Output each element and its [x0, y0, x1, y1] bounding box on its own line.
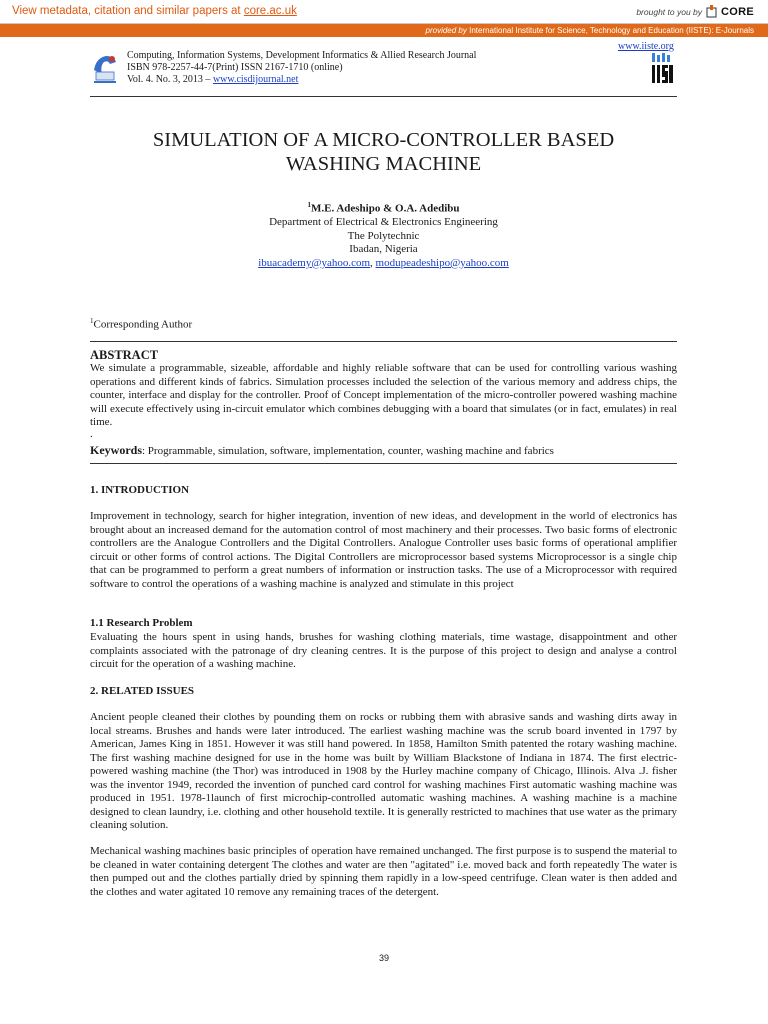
provided-by-label: provided by: [425, 26, 467, 35]
journal-volume-text: Vol. 4. No. 3, 2013 –: [127, 74, 213, 85]
paper-title-line1: SIMULATION OF A MICRO-CONTROLLER BASED: [152, 129, 615, 151]
author-email-1[interactable]: ibuacademy@yahoo.com: [258, 256, 371, 269]
core-logo-icon: [706, 5, 717, 18]
corresponding-text: Corresponding Author: [93, 318, 193, 331]
journal-volume: [127, 74, 476, 86]
author-names: [90, 199, 677, 216]
related-issues-body-2: Mechanical washing machines basic principles of operation have remained unchanged. The first purpose is to suspend the material to be cleaned in water containing detergent The clothes and water are then "agitated" i.e. moved back and forth repeatedly The water is then pumped out and the clothes partially dried by spinning them rapidly in a low-speed centrifuge. Clean water is then added and the clothes and water agitated 10 remove any remaining traces of the detergent.: [90, 845, 677, 898]
abstract-dot: .: [90, 428, 93, 440]
author-names-text: M.E. Adeshipo & O.A. Adedibu: [310, 202, 460, 215]
related-issues-heading: 2. RELATED ISSUES: [90, 685, 195, 697]
keywords-text: : Programmable, simulation, software, implementation, counter, washing machine and fabrics: [142, 445, 554, 457]
core-link[interactable]: core.ac.uk: [243, 5, 297, 17]
page-number: 39: [378, 953, 389, 963]
author-department: Department of Electrical & Electronics Engineering: [269, 216, 498, 229]
research-problem-heading: 1.1 Research Problem: [90, 617, 193, 629]
author-institution: The Polytechnic: [347, 229, 420, 242]
abstract-heading: ABSTRACT: [90, 348, 159, 362]
author-email-2[interactable]: modupeadeshipo@yahoo.com: [375, 256, 509, 269]
research-problem-body: Evaluating the hours spent in using hands, brushes for washing clothing materials, time wastage, disappointment and other complaints associated with the patronage of dry cleaning centres. It is the purpose of this project to design and analyse a control circuit for the operation of a washing machine.: [90, 631, 677, 670]
core-wordmark: CORE: [721, 5, 754, 18]
iiste-url-link[interactable]: www.iiste.org: [618, 41, 674, 52]
journal-info: [127, 50, 476, 86]
author-superscript: 1: [307, 201, 311, 209]
intro-body: Improvement in technology, search for higher integration, invention of new ideas, and development in the world of electronics has brought about an increased demand for the automation control of most machinery and their processes. Two basic forms of electronic controllers are the Analogue Controllers and the Digital Controllers. Analogue Controller uses basic forms of operational amplifier circuit or other forms of control actions. The Digital Controllers are microprocessor based systems Microprocessor is a single chip that can be programmed to perform a great numbers of information or instruction tasks. The use of a Microprocessor with required software to control the operations of a washing machine is analyzed and stimulate in this project: [90, 510, 677, 590]
keywords-label: Keywords: [90, 443, 142, 457]
abstract-top-divider: [90, 341, 677, 342]
keywords-line: [90, 443, 554, 458]
author-emails: [90, 257, 677, 271]
author-location: Ibadan, Nigeria: [349, 243, 418, 256]
abstract-body: We simulate a programmable, sizeable, affordable and highly reliable software that can be used for controlling various washing operations and different kinds of fabrics. Simulation processes included the selection of the various memory and address chips, the counter, interface and display for the controller. Proof of Concept implementation of the micro-controller powered washing machine will execute effectively using in-circuit emulator which combines debugging with a board that simulates (or in fact, emulates) in real time.: [90, 362, 677, 428]
related-issues-body-1: Ancient people cleaned their clothes by pounding them on rocks or rubbing them with abrasive sands and washing dirts away in local streams. Brushes and hands were later introduced. The earliest washing machine was the scrub board invented in 1797 by American, James King in 1851. However it was still hand powered. In 1858, Hamilton Smith patented the rotary washing machine. The first washing machine designed for use in the home was built by William Blackstone of Indiana in 1874. The first electric-powered washing machine (the Thor) was introduced in 1908 by the Hurley machine company of Chicago, Illinois. Alva .J. fisher was the inventor 1949, recorded the invention of punched card control for washing machines First automatic washing machine was produced in 1951. 1978-1launch of first microchip-controlled automatic washing machines. A washing machine is a machine designed to clean laundry, i.e. clothing and other household textile. It is generally restricted to machines that use water as the primary cleaning solution.: [90, 711, 677, 831]
email-separator: ,: [370, 256, 376, 269]
header-divider: [90, 96, 677, 97]
intro-heading: 1. INTRODUCTION: [90, 484, 190, 496]
corresponding-author-note: [90, 317, 192, 331]
paper-title-line2: WASHING MACHINE: [285, 153, 482, 175]
journal-logo-icon: [90, 50, 120, 86]
journal-name: Computing, Information Systems, Development Informatics & Allied Research Journal: [127, 50, 477, 61]
core-top-bar: [0, 0, 768, 24]
provided-by-source[interactable]: International Institute for Science, Technology and Education (IISTE): E-Journals: [466, 26, 754, 35]
core-metadata-label: View metadata, citation and similar papers at: [12, 5, 244, 17]
core-brand[interactable]: [636, 5, 754, 18]
abstract-bottom-divider: [90, 463, 677, 464]
author-block: [90, 199, 677, 270]
corresponding-superscript: 1: [90, 317, 94, 325]
paper-title: [90, 128, 677, 176]
journal-url-link[interactable]: www.cisdijournal.net: [212, 74, 299, 85]
iiste-logo-icon: [650, 53, 674, 85]
provided-by-bar: [0, 24, 768, 37]
brought-to-you-label: brought to you by: [636, 6, 703, 17]
core-metadata-text: [12, 5, 297, 17]
journal-isbn: ISBN 978-2257-44-7(Print) ISSN 2167-1710 (online): [127, 62, 343, 73]
